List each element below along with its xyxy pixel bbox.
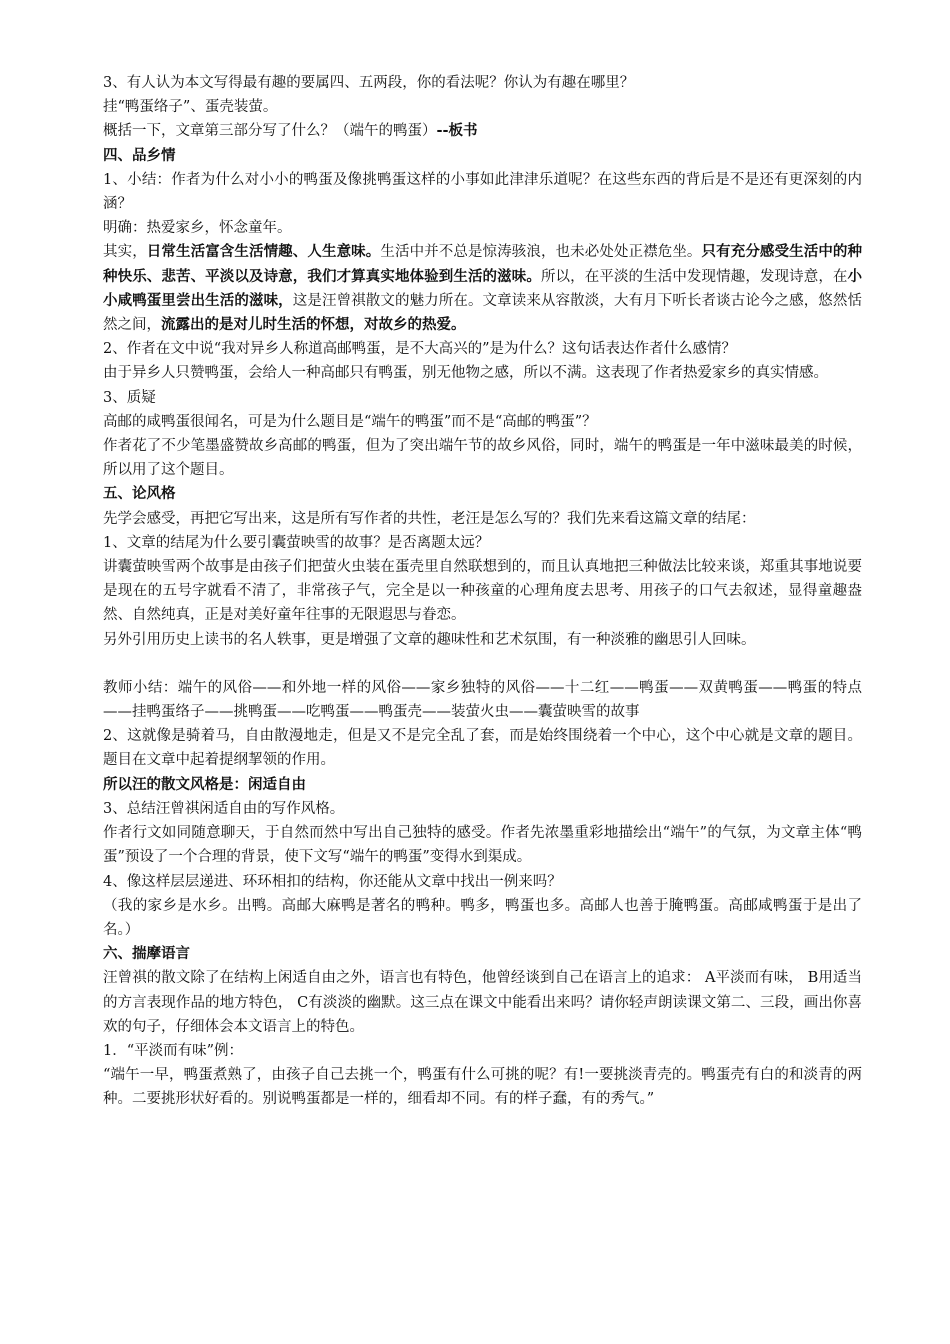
ending-question: 1、文章的结尾为什么要引囊萤映雪的故事？是否离题太远？ <box>103 534 490 551</box>
doubt-heading: 3、质疑 <box>103 389 156 406</box>
language-example-heading: 1．“平淡而有味”例： <box>103 1042 244 1059</box>
style-summary-heading: 3、总结汪曾祺闲适自由的写作风格。 <box>103 800 345 817</box>
style-conclusion: 所以汪的散文风格是：闲适自由 <box>103 776 306 793</box>
teacher-summary: 教师小结：端午的风俗——和外地一样的风俗——家乡独特的风俗——十二红——鸭蛋——双黄鸭蛋——鸭蛋的特点——挂鸭蛋络子——挑鸭蛋——吃鸭蛋——鸭蛋壳——装萤火虫——囊萤映雪的故事 <box>103 679 862 721</box>
clarification: 明确：热爱家乡，怀念童年。 <box>103 220 292 237</box>
section-heading-6: 六、揣摩语言 <box>103 946 190 963</box>
summary-question: 概括一下，文章第三部分写了什么？（端午的鸭蛋）--板书 <box>103 123 478 140</box>
style-summary: 作者行文如同随意聊天，于自然而然中写出自己独特的感受。作者先浓墨重彩地描绘出“端午”的气氛，为文章主体“鸭蛋”预设了一个合理的背景，使下文写“端午的鸭蛋”变得水到渠成。 <box>103 825 862 866</box>
style-intro: 先学会感受，再把它写出来，这是所有写作者的共性，老汪是怎么写的？我们先来看这篇文章的结尾： <box>103 510 756 527</box>
commentary-paragraph: 其实，日常生活富含生活情趣、人生意味。生活中并不总是惊涛骇浪，也未必处处正襟危坐。只有充分感受生活中的种种快乐、悲苦、平淡以及诗意，我们才算真实地体验到生活的滋味。所以，在平淡的生活中发现情趣，发现诗意，在小小咸鸭蛋里尝出生活的滋味，这是汪曾祺散文的魅力所在。文章读来从容散淡，大有月下听长者谈古论今之感，悠然恬然之间，流露出的是对儿时生活的怀想，对故乡的热爱。 <box>103 244 863 334</box>
structure-example: （我的家乡是水乡。出鸭。高邮大麻鸭是著名的鸭种。鸭多，鸭蛋也多。高邮人也善于腌鸭蛋。高邮咸鸭蛋于是出了名。） <box>103 897 862 938</box>
summary-paragraph: 1、小结：作者为什么对小小的鸭蛋及像挑鸭蛋这样的小事如此津津乐道呢？在这些东西的背后是不是还有更深刻的内涵？ <box>103 171 862 213</box>
structure-note: 2、这就像是骑着马，自由散漫地走，但是又不是完全乱了套，而是始终围绕着一个中心，这个中心就是文章的题目。题目在文章中起着提纲挈领的作用。 <box>103 728 862 769</box>
section-heading-5: 五、论风格 <box>103 486 176 503</box>
ending-answer-extra: 另外引用历史上读书的名人轶事，更是增强了文章的趣味性和艺术氛围，有一种淡雅的幽思引人回味。 <box>103 631 756 648</box>
doubt-answer: 作者花了不少笔墨盛赞故乡高邮的鸭蛋，但为了突出端午节的故乡风俗，同时，端午的鸭蛋是一年中滋味最美的时候，所以用了这个题目。 <box>103 438 862 479</box>
structure-question: 4、像这样层层递进、环环相扣的结构，你还能从文章中找出一例来吗？ <box>103 873 562 890</box>
language-intro: 汪曾祺的散文除了在结构上闲适自由之外，语言也有特色，他曾经谈到自己在语言上的追求： A平淡而有味， B用适当的方言表现作品的地方特色， C有淡淡的幽默。这三点在课文中能看出来吗？请你轻声朗读课文第二、三段，画出你喜欢的句子，仔细体会本文语言上的特色。 <box>103 970 862 1035</box>
answer-2: 由于异乡人只赞鸭蛋，会给人一种高邮只有鸭蛋，别无他物之感，所以不满。这表现了作者热爱家乡的真实情感。 <box>103 365 828 382</box>
blank-line <box>103 652 862 676</box>
doubt-question: 高邮的咸鸭蛋很闻名，可是为什么题目是“端午的鸭蛋”而不是“高邮的鸭蛋”？ <box>103 413 597 430</box>
ending-answer: 讲囊萤映雪两个故事是由孩子们把萤火虫装在蛋壳里自然联想到的，而且认真地把三种做法比较来谈，郑重其事地说要是现在的五号字就看不清了，非常孩子气，完全是以一种孩童的心理角度去思考、用孩子的口气去叙述，显得童趣盎然、自然纯真，正是对美好童年往事的无限遐思与眷恋。 <box>103 559 862 624</box>
question-2: 2、作者在文中说“我对异乡人称道高邮鸭蛋，是不大高兴的”是为什么？这句话表达作者什么感情？ <box>103 341 737 358</box>
section-heading-4: 四、品乡情 <box>103 147 176 164</box>
language-example-quote: “端午一早，鸭蛋煮熟了，由孩子自己去挑一个，鸭蛋有什么可挑的呢？有!一要挑淡青壳的。鸭蛋壳有白的和淡青的两种。二要挑形状好看的。别说鸭蛋都是一样的，细看却不同。有的样子蠢，有的秀气。” <box>103 1067 862 1108</box>
blackboard-item: 挂“鸭蛋络子”、蛋壳装萤。 <box>103 99 278 116</box>
question-3: 3、有人认为本文写得最有趣的要属四、五两段，你的看法呢？你认为有趣在哪里？ <box>103 75 635 91</box>
